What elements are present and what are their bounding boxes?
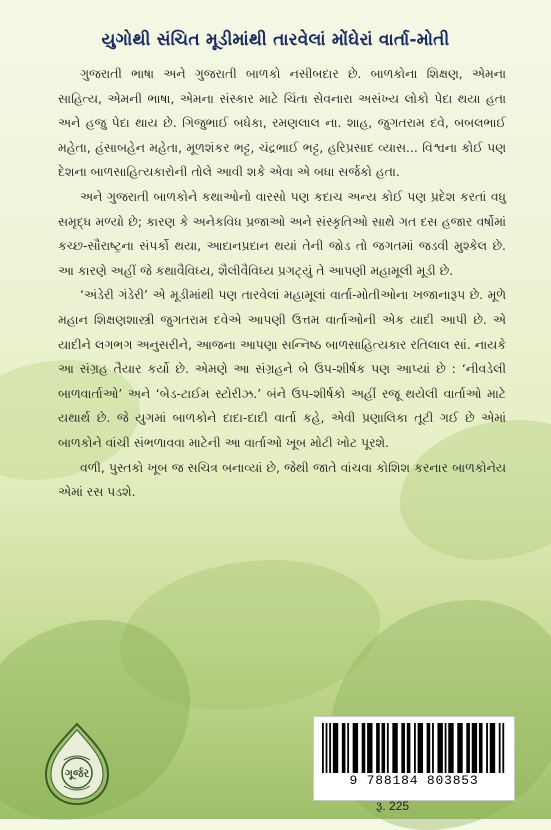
barcode-bar (418, 723, 423, 773)
barcode-bar (322, 723, 324, 773)
barcode-bar (448, 723, 453, 773)
barcode-bar (490, 723, 495, 773)
barcode-bar (382, 723, 386, 773)
barcode-bar (414, 723, 416, 773)
page-title: યુગોથી સંચિત મૂડીમાંથી તારવેલાં મોંઘેરાં વાર્તા-મોતી (101, 30, 450, 50)
barcode-bar (479, 723, 483, 773)
barcode-bar (432, 723, 434, 773)
barcode-bar (367, 723, 372, 773)
barcode-bar (445, 723, 447, 773)
logo-text: ગૂર્જર (64, 767, 90, 780)
barcode-bar (486, 723, 488, 773)
barcode-bar (502, 723, 504, 773)
barcode-bar (329, 723, 331, 773)
barcode-bar (437, 723, 442, 773)
barcode-bar (499, 723, 501, 773)
barcode-bar (353, 723, 358, 773)
barcode-bar (326, 723, 328, 773)
barcode-bar (457, 723, 462, 773)
barcode-bar (376, 723, 380, 773)
barcode (322, 723, 506, 773)
barcode-bar (466, 723, 470, 773)
blurb-text (58, 62, 506, 505)
barcode-bar (342, 723, 346, 773)
barcode-bar (407, 723, 411, 773)
barcode-bar (333, 723, 338, 773)
publisher-logo (40, 720, 114, 808)
barcode-bar (401, 723, 405, 773)
isbn-number: 9 788184 803853 (349, 773, 479, 788)
barcode-bar (387, 723, 389, 773)
paragraph: અને ગુજરાતી બાળકોને કથાઓનો વારસો પણ કદાચ અન્ય કોઈ પણ પ્રદેશ કરતાં વધુ સમૃદ્ધ મળ્યો છે; કારણ કે અનેકવિધ પ્રજાઓ અને સંસ્કૃતિઓ સાથે ગત દસ હજાર વર્ષોમાં કચ્છ-સૌરાષ્ટ્રના સંપર્કો થયા, આદાનપ્રદાન થયાં તેની જોડ તો જગતમાં જડવી મુશ્કેલ છે. આ કારણે અહીં જે કથાવૈવિધ્ય, શૈલીવૈવિધ્ય પ્રગટ્યું તે આપણી મહામૂલી મૂડી છે. (58, 188, 506, 278)
barcode-bar (427, 723, 431, 773)
barcode-box (313, 716, 515, 801)
barcode-bar (472, 723, 477, 773)
barcode-bar (347, 723, 349, 773)
price-label: રૂ. 225 (376, 799, 410, 813)
paragraph: ગુજરાતી ભાષા અને ગુજરાતી બાળકો નસીબદાર છે. બાળકોના શિક્ષણ, એમના સાહિત્ય, એમની ભાષા, એમના સંસ્કાર માટે ચિંતા સેવનારા અસંખ્ય લોકો પેદા થયા હતા અને હજુ પેદા થાય છે. ગિજુભાઈ બધેકા, રમણલાલ ના. શાહ, જુગતરામ દવે, બબલભાઈ મહેતા, હંસાબહેન મહેતા, મૂળશંકર ભટ્ટ, ચંદ્રભાઈ ભટ્ટ, હરિપ્રસાદ વ્યાસ... વિશ્વના કોઈ પણ દેશના બાળસાહિત્યકારોની તોલે આવી શકે એવા એ બધા સર્જકો હતા. (58, 66, 506, 180)
paragraph: વળી, પુસ્તકો ખૂબ જ સચિત્ર બનાવ્યાં છે, જેથી જાતે વાંચવા કોશિશ કરનાર બાળકોનેય એમાં રસ પડશે. (58, 459, 506, 500)
paragraph: ‘અંડેરી ગંડેરી’ એ મૂડીમાંથી પણ તારવેલાં મહામૂલાં વાર્તા-મોતીઓના ખજાનારૂપ છે. મૂળે મહાન શિક્ષણશાસ્ત્રી જુગતરામ દવેએ આપણી ઉત્તમ વાર્તાઓની એક યાદી આપી છે. એ યાદીને લગભગ અનુસરીને, આજના આપણા સન્નિષ્ઠ બાળસાહિત્યકાર રતિલાલ સાં. નાયકે આ સંગ્રહ તૈયાર કર્યો છે. એમણે આ સંગ્રહને બે ઉપ-શીર્ષક પણ આપ્યાં છે : ‘નીવડેલી બાળવાર્તાઓ’ અને ‘બેડ-ટાઈમ સ્ટોરીઝ.’ બંને ઉપ-શીર્ષકો અહીં રજૂ થયેલી વાર્તાઓ માટે યથાર્થ છે. જે યુગમાં બાળકોને દાદા-દાદી વાર્તા કહે, એવી પ્રણાલિકા તૂટી ગઈ છે એમાં બાળકોને વાંચી સંભળાવવા માટેની આ વાર્તાઓ ખૂબ મોટી ખોટ પૂરશે. (58, 287, 506, 450)
barcode-bar (392, 723, 397, 773)
barcode-bar (362, 723, 366, 773)
